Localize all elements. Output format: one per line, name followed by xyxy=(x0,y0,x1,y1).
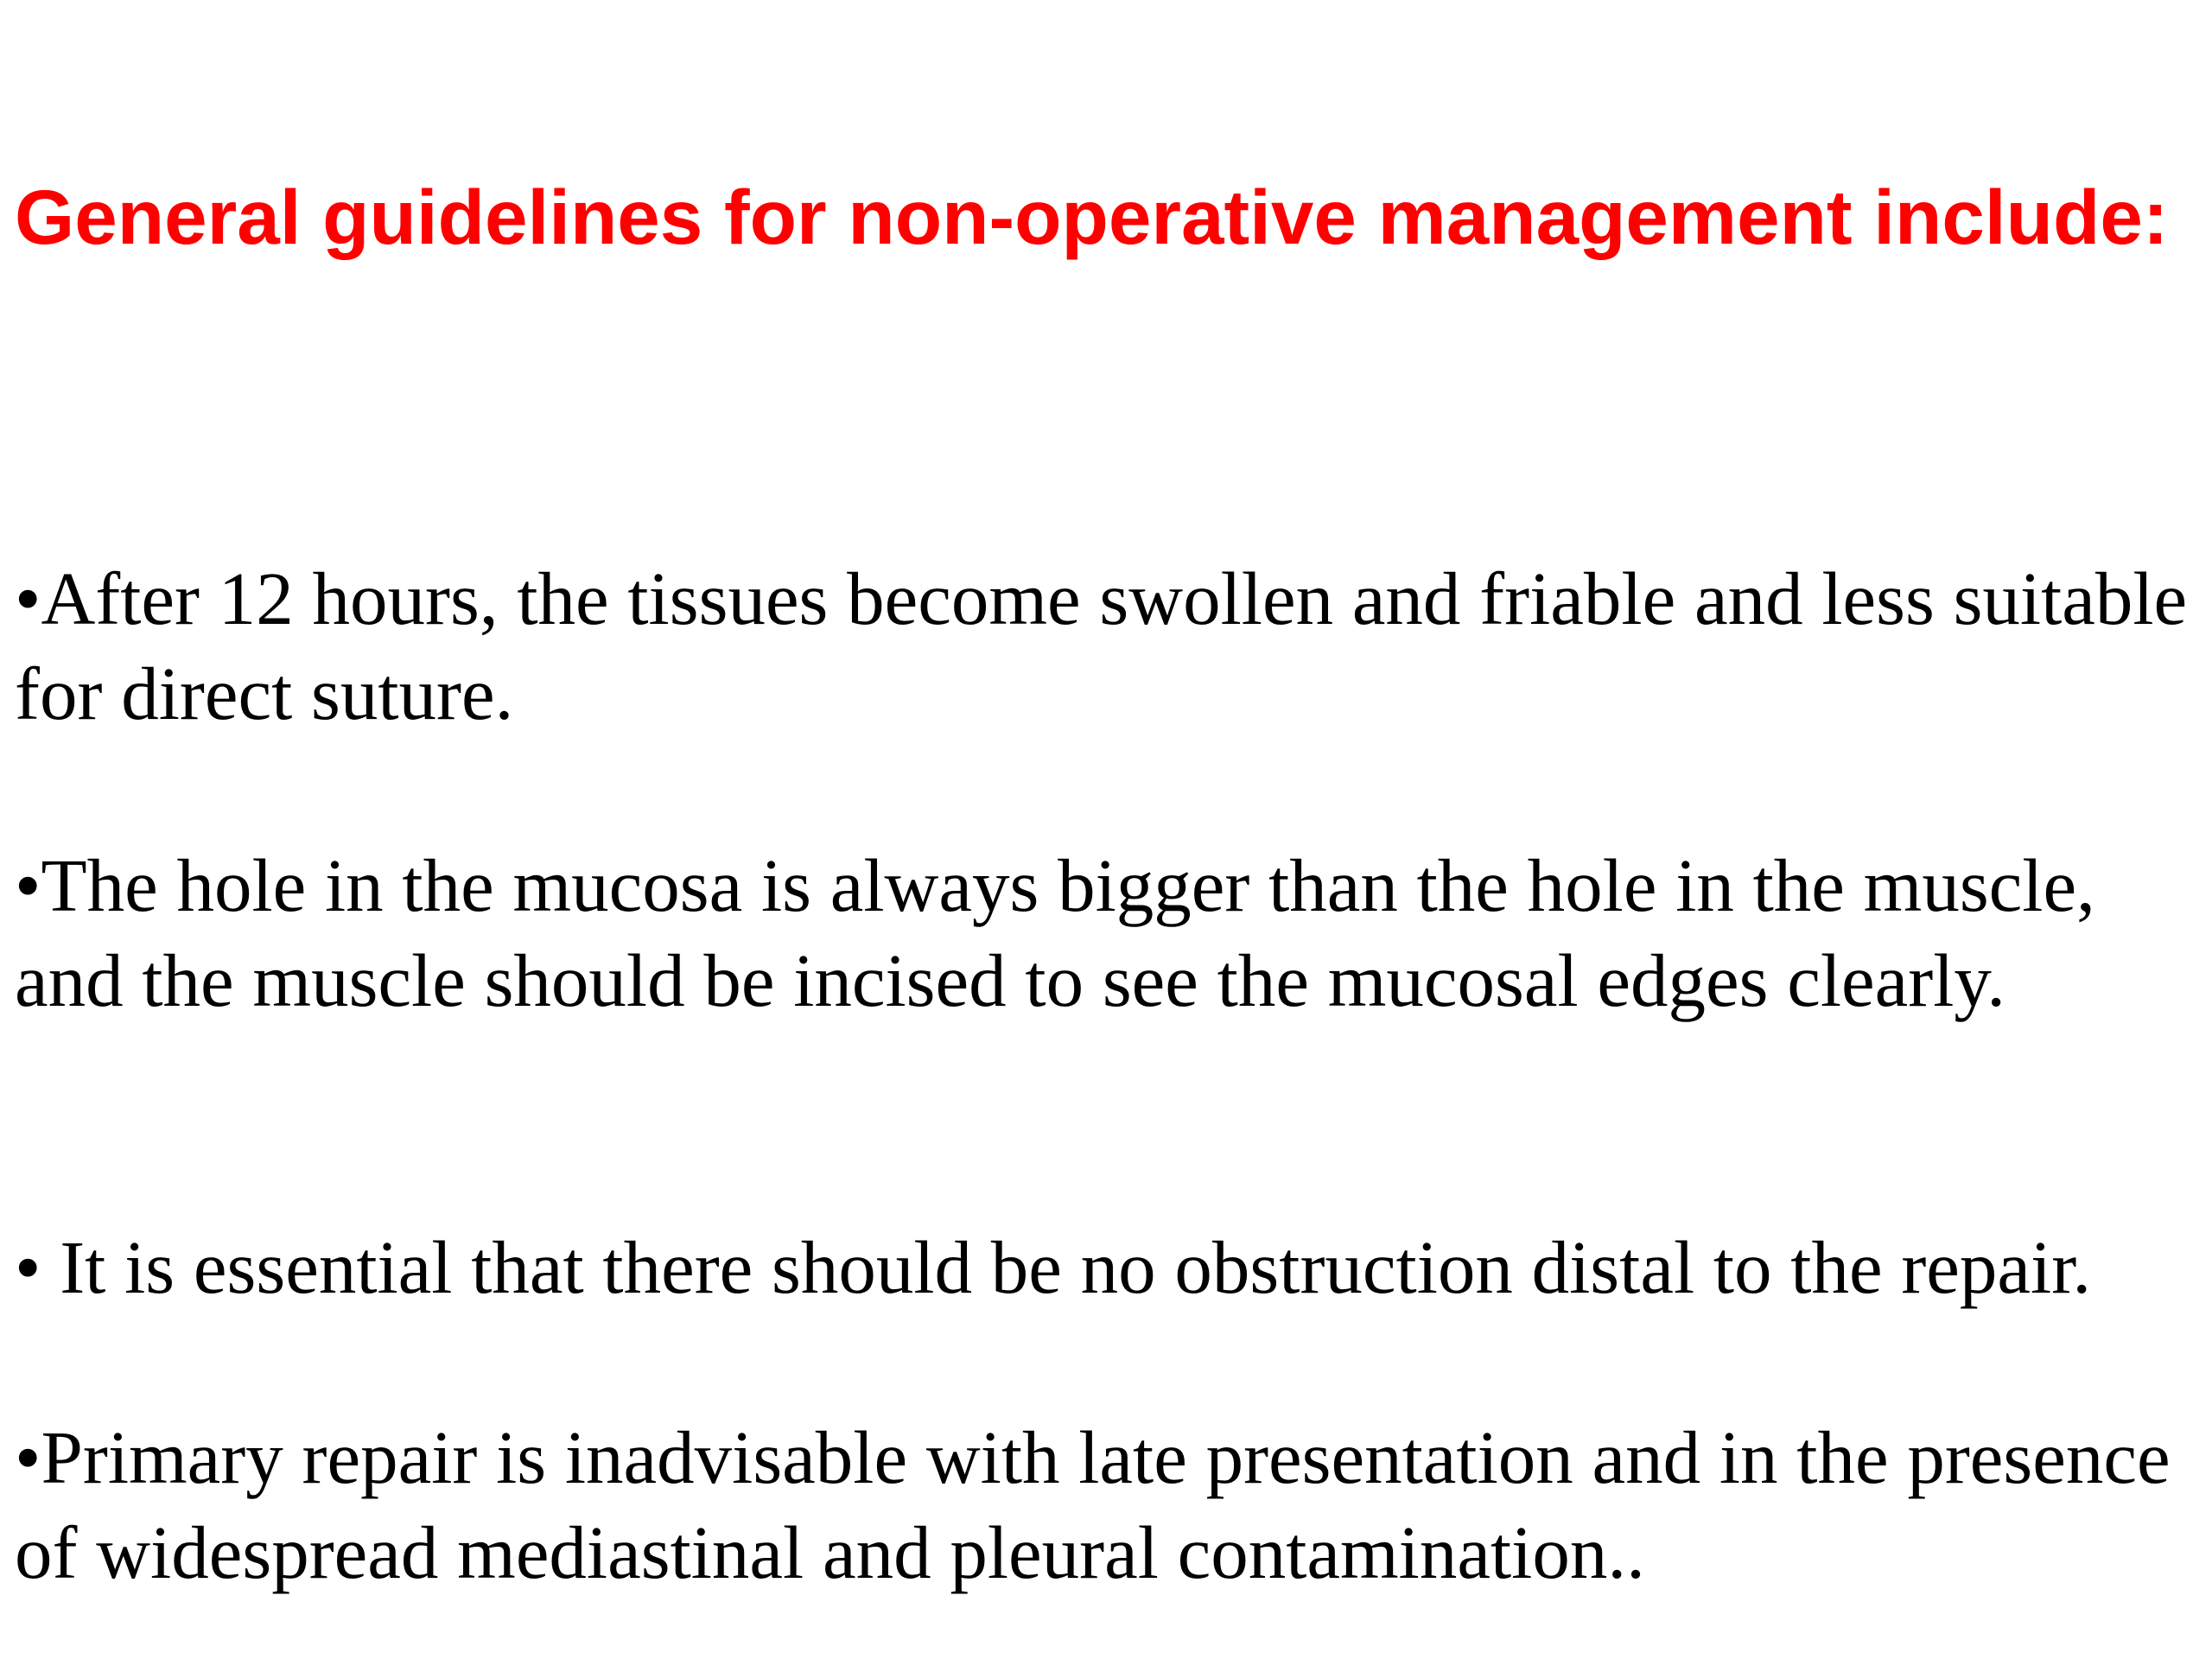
bullet-item-no-obstruction: • It is essential that there should be no obstruction distal to the repair. xyxy=(15,1225,2092,1309)
bullet-item-primary-repair: •Primary repair is inadvisable with late presentation and in the presence of widespread mediastinal and pleural contamination.. xyxy=(15,1415,2171,1594)
slide-title: General guidelines for non-operative management include: xyxy=(15,174,2169,260)
bullet-item-mucosa-hole: •The hole in the mucosa is always bigger than the hole in the muscle, and the muscle should be incised to see the mucosal edges clearly. xyxy=(15,843,2095,1022)
bullet-item-late-tissue-changes: •After 12 hours, the tissues become swollen and friable and less suitable for direct suture. xyxy=(15,556,2188,735)
